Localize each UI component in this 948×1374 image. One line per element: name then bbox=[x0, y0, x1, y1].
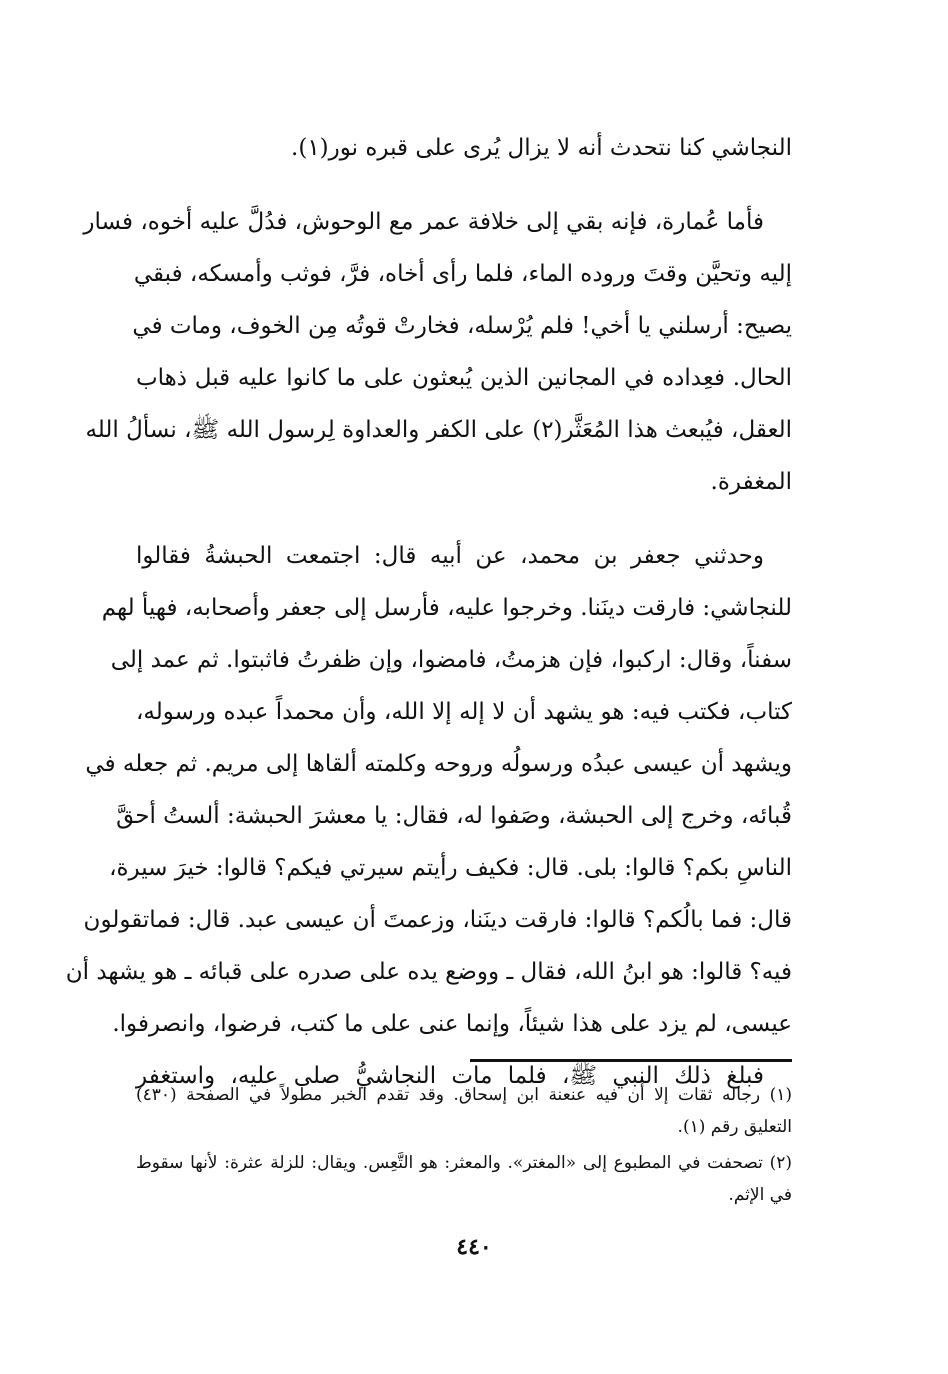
text-line: وحدثني جعفر بن محمد، عن أبيه قال: اجتمعت الحبشةُ فقالوا bbox=[136, 543, 764, 569]
paragraph-3 bbox=[65, 530, 792, 1050]
footnote-line: في الإثم. bbox=[728, 1185, 792, 1205]
main-text bbox=[65, 122, 792, 1102]
page-number: ٤٤٠ bbox=[456, 1234, 492, 1260]
footnote-1 bbox=[136, 1079, 792, 1143]
text-line: يصيح: أرسلني يا أخي! فلم يُرْسله، فخارتْ قوتُه مِن الخوف، ومات في bbox=[132, 313, 792, 339]
text-line: قال: فما بالُكم؟ قالوا: فارقت دينَنا، وزعمتَ أن عيسى عبد. قال: فماتقولون bbox=[83, 907, 792, 933]
text-line: فبلغ ذلك النبي ﷺ، فلما مات النجاشيُّ صلى عليه، واستغفر bbox=[136, 1063, 764, 1089]
paragraph-gap bbox=[136, 508, 792, 530]
text-line: الحال. فعِداده في المجانين الذين يُبعثون على ما كانوا عليه قبل ذهاب bbox=[136, 365, 792, 391]
text-line: كتاب، فكتب فيه: هو يشهد أن لا إله إلا الله، وأن محمداً عبده ورسوله، bbox=[136, 699, 792, 725]
footnote-2 bbox=[136, 1147, 792, 1211]
paragraph-1 bbox=[136, 122, 792, 174]
text-line: إليه وتحيَّن وقتَ وروده الماء، فلما رأى أخاه، فرَّ، فوثب وأمسكه، فبقي bbox=[133, 261, 792, 287]
text-line: فيه؟ قالوا: هو ابنُ الله، فقال ـ ووضع يده على صدره على قبائه ـ هو يشهد أن bbox=[65, 959, 792, 985]
footnote-line: التعليق رقم (١). bbox=[677, 1117, 792, 1137]
footnote-line: (١) رجاله ثقات إلا أن فيه عنعنة ابن إسحاق. وقد تقدم الخبر مطولاً في الصفحة (٤٣٠) bbox=[136, 1085, 792, 1105]
footnote-separator bbox=[470, 1059, 792, 1062]
text-line: عيسى، لم يزد على هذا شيئاً، وإنما عنى على ما كتب، فرضوا، وانصرفوا. bbox=[112, 1011, 792, 1037]
text-line: العقل، فيُبعث هذا المُعَثَّر(٢) على الكفر والعداوة لِرسول الله ﷺ، نسألُ الله bbox=[85, 417, 792, 443]
footnotes bbox=[136, 1079, 792, 1211]
paragraph-gap bbox=[136, 174, 792, 196]
text-line: فأما عُمارة، فإنه بقي إلى خلافة عمر مع الوحوش، فدُلَّ عليه أخوه، فسار bbox=[83, 209, 764, 235]
text-line: قُبائه، وخرج إلى الحبشة، وصَفوا له، فقال: يا معشرَ الحبشة: ألستُ أحقَّ bbox=[116, 803, 792, 829]
paragraph-2 bbox=[83, 196, 792, 508]
text-line: ويشهد أن عيسى عبدُه ورسولُه وروحه وكلمته ألقاها إلى مريم. ثم جعله في bbox=[85, 751, 792, 777]
text-line: النجاشي كنا نتحدث أنه لا يزال يُرى على قبره نور(١). bbox=[291, 135, 792, 161]
text-line: سفناً، وقال: اركبوا، فإن هزمتُ، فامضوا، وإن ظفرتُ فاثبتوا. ثم عمد إلى bbox=[110, 647, 792, 673]
text-line: الناسِ بكم؟ قالوا: بلى. قال: فكيف رأيتم سيرتي فيكم؟ قالوا: خيرَ سيرة، bbox=[109, 855, 792, 881]
text-line: المغفرة. bbox=[710, 469, 792, 495]
text-line: للنجاشي: فارقت دينَنا. وخرجوا عليه، فأرسل إلى جعفر وأصحابه، فهيأ لهم bbox=[101, 595, 792, 621]
footnote-line: (٢) تصحفت في المطبوع إلى «المغتر». والمعثر: هو التَّعِس. ويقال: للزلة عثرة: لأنها سقوط bbox=[136, 1153, 792, 1173]
